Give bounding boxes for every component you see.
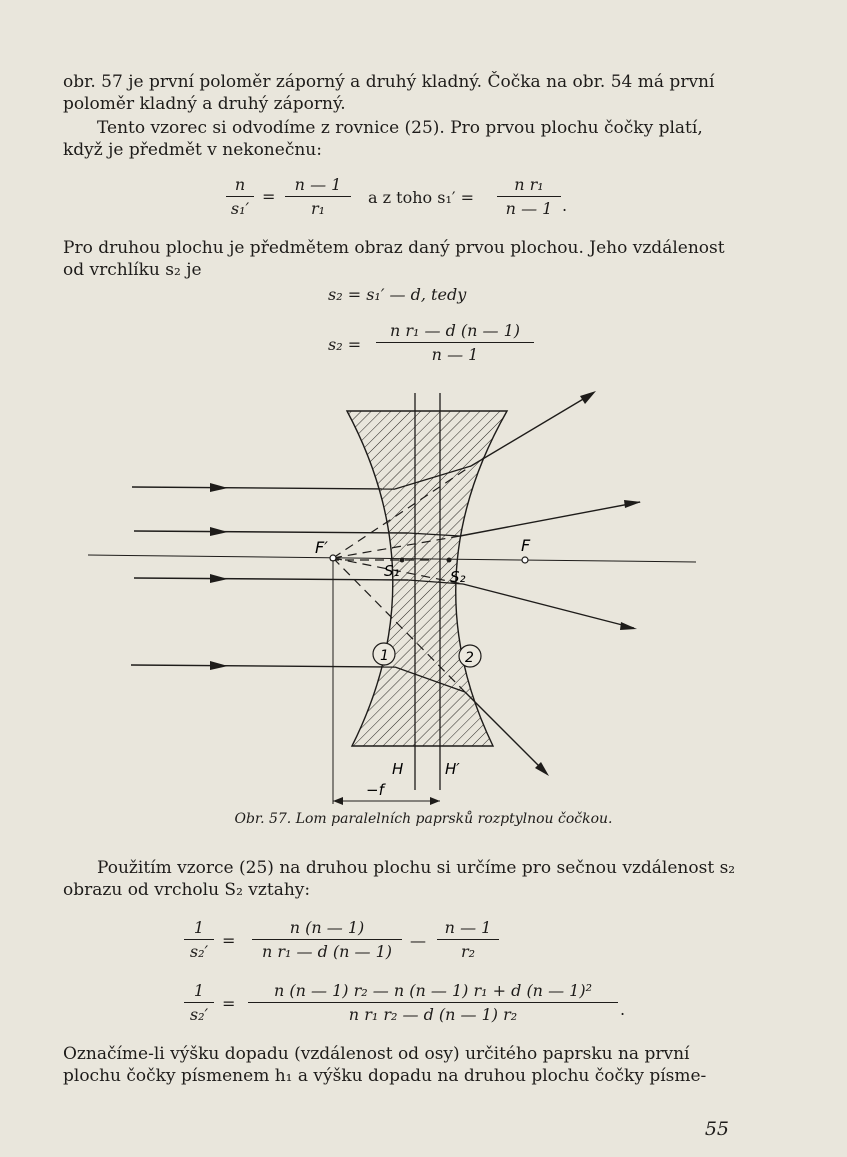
label-circle-2: 2	[465, 650, 474, 666]
vertex-s1	[400, 558, 405, 563]
focal-point-f	[522, 557, 528, 563]
fraction: $\frac{n — 1}{\text{r₁}}$	[285, 175, 351, 218]
refracted-arrows	[535, 391, 641, 776]
fraction: $\frac{n}{\text{s₁′}}$	[226, 175, 254, 218]
label-h: H	[392, 760, 404, 778]
fraction: $\frac{1}{\text{s₂′}}$	[184, 981, 214, 1024]
label-circle-1: 1	[380, 648, 389, 664]
text-line: poloměr kladný a druhý záporný.	[63, 94, 346, 114]
paragraph-4	[63, 857, 735, 901]
label-h-prime: H′	[445, 760, 460, 778]
text-line: Označíme-li výšku dopadu (vzdálenost od osy) určitého paprsku na první	[63, 1044, 690, 1064]
vertex-s2	[447, 558, 452, 563]
text-line: Pro druhou plochu je předmětem obraz daný prvou plochou. Jeho vzdálenost	[63, 238, 725, 258]
fraction: $\frac{n (n — 1)}{\text{n r₁ — d (n — 1)}}$	[252, 918, 402, 961]
paragraph-5	[63, 1043, 735, 1087]
text-line: obrazu od vrcholu S₂ vztahy:	[63, 880, 311, 900]
text-line: od vrchlíku s₂ je	[63, 260, 202, 280]
equation-2: s₂ = s₁′ — d, tedy	[328, 285, 467, 304]
figure-caption: Obr. 57. Lom paralelních paprsků rozptylnou čočkou.	[234, 811, 613, 827]
label-minus-f: −f	[366, 781, 384, 799]
fraction: $\frac{\text{n r₁ — d (n — 1)}}{n — 1}$	[376, 321, 534, 364]
label-s2: S₂	[450, 568, 466, 586]
incident-rays	[131, 487, 408, 667]
fraction: $\frac{1}{\text{s₂′}}$	[184, 918, 214, 961]
fraction: $\frac{\text{n r₁}}{n — 1}$	[497, 175, 561, 218]
text-line: plochu čočky písmenem h₁ a výšku dopadu na druhou plochu čočky písme-	[63, 1066, 707, 1086]
page-number: 55	[704, 1118, 729, 1140]
fraction: $\frac{n — 1}{\text{r₂}}$	[437, 918, 499, 961]
arrow-right	[430, 797, 440, 805]
label-f-prime: F′	[315, 538, 328, 557]
text-line: když je předmět v nekonečnu:	[63, 140, 322, 160]
label-f: F	[521, 536, 531, 555]
ray-arrows	[210, 483, 228, 670]
diverging-lens	[347, 411, 507, 746]
text-line: Použitím vzorce (25) na druhou plochu si určíme pro sečnou vzdálenost s₂	[97, 858, 736, 878]
book-page: obr. 57 je první poloměr záporný a druhý kladný. Čočka na obr. 54 má první poloměr kladný a druhý záporný. Tento vzorec si odvodíme z rovnice (25). Pro prvou plochu čočky platí, když je předmět v nekonečnu: $\frac{n}{\text{s₁′}}$ = $\frac{n — 1}{\text{r₁}}$ a z toho s₁′ = $\frac{\text{n r₁}}{n — 1}$ . Pro druhou plochu je předmětem obraz daný prvou plochou. Jeho vzdálenost od vrchlíku s₂ je s₂ = s₁′ — d, tedy s₂ = $\frac{\text{n r₁ — d (n — 1)}}{n — 1}$ F′ F S₁ S₂ 1 2 H H′ −f Obr. 57. Lom paralelních paprsků rozptylnou čočkou. Použitím vzorce (25) na druhou plochu si určíme pro sečnou vzdálenost s₂ obrazu od vrcholu S₂ vztahy: $\frac{1}{\text{s₂′}}$ = $\frac{n (n — 1)}{\text{n r₁ — d (n — 1)}}$ — $\frac{n — 1}{\text{r₂}}$ $\frac{1}{\text{s₂′}}$ = $\frac{\text{n (n — 1) r₂ — n (n — 1) r₁ + d (n — 1)²}}{\text{n r₁ r₂ — d (n — 1) r₂}}$ . Označíme-li výšku dopadu (vzdálenost od osy) určitého paprsku na první plochu čočky písmenem h₁ a výšku dopadu na druhou plochu čočky písme- 55	[0, 0, 847, 1157]
text-line: obr. 57 je první poloměr záporný a druhý kladný. Čočka na obr. 54 má první	[63, 72, 715, 92]
fraction: $\frac{\text{n (n — 1) r₂ — n (n — 1) r₁ + d (n — 1)²}}{\text{n r₁ r₂ — d (n — 1) r₂}}$	[248, 981, 618, 1024]
arrow-left	[333, 797, 343, 805]
text-line: Tento vzorec si odvodíme z rovnice (25). Pro prvou plochu čočky platí,	[97, 118, 703, 138]
label-s1: S₁	[384, 562, 400, 580]
